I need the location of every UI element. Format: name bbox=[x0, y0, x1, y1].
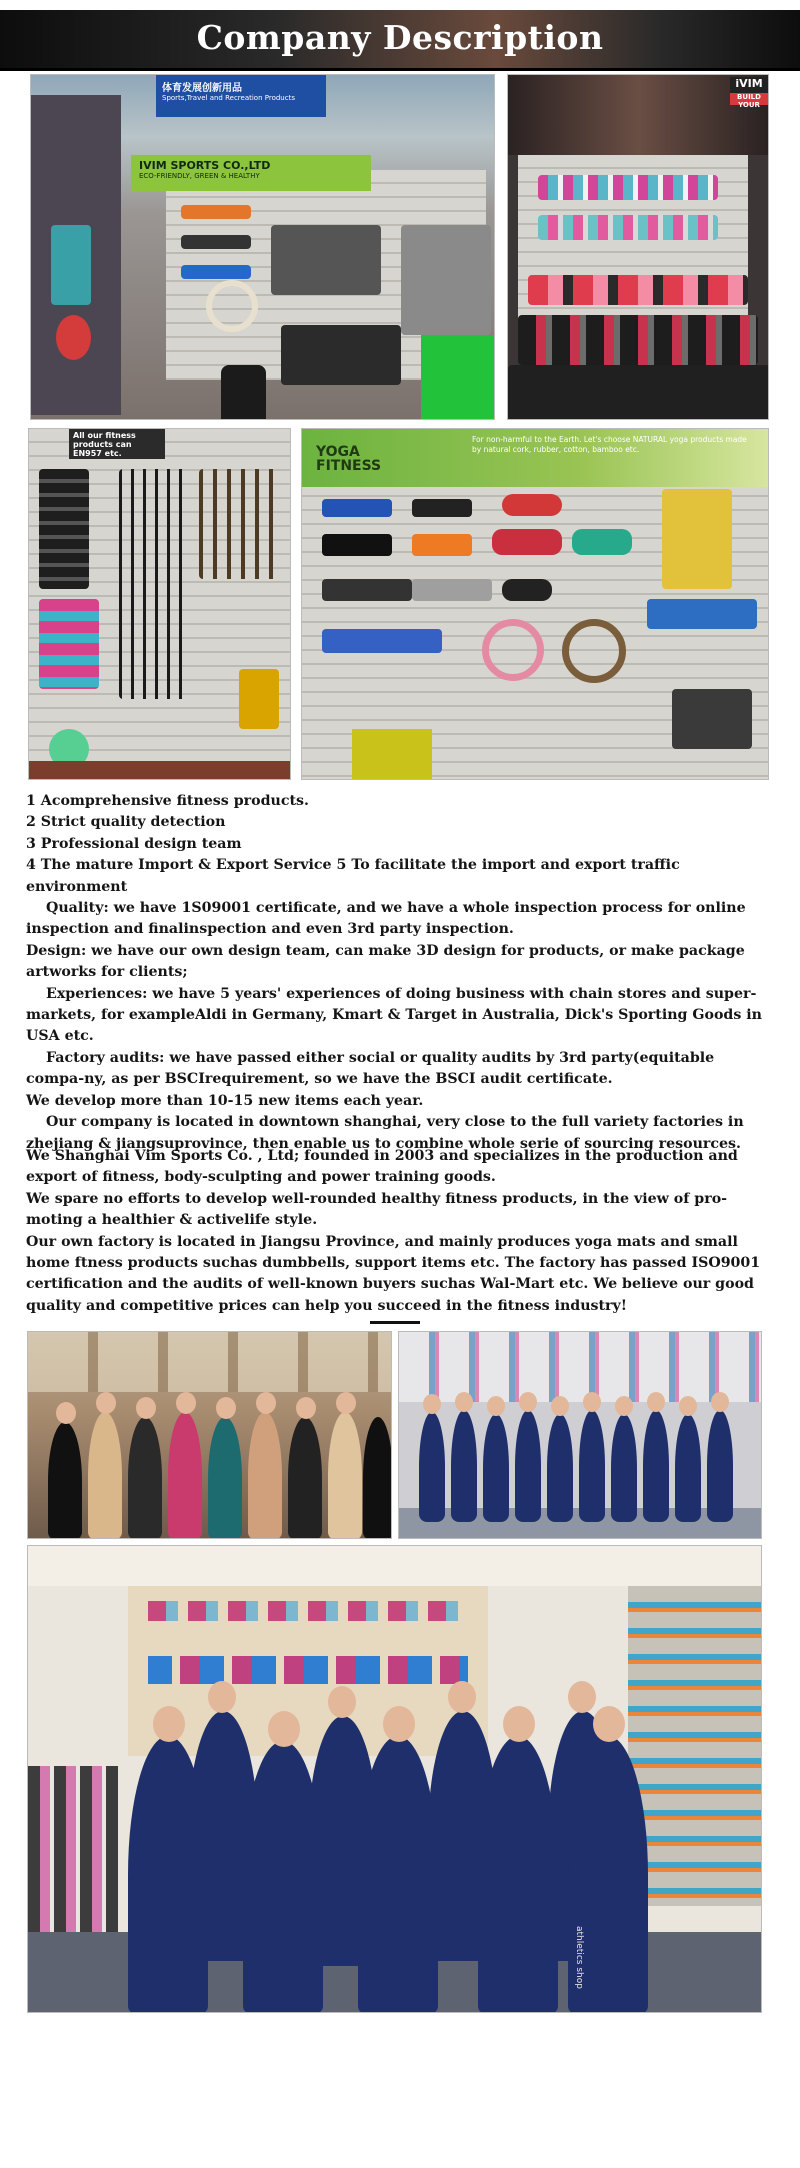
wall-sign: All our fitness products can EN957 etc. bbox=[69, 429, 165, 459]
wall-photo-left bbox=[28, 428, 291, 780]
booth-banner-title: IVIM SPORTS CO.,LTD bbox=[139, 159, 271, 172]
about-paragraph: Our own factory is located in Jiangsu Province, and mainly produces yoga mats and small home ftness products suchas dumbbells, support items etc. The factory has passed ISO9001 certification and the audits of well-known buyers suchas Wal-Mart etc. We believe our good quality and competitive prices can help you succeed in the fitness industry! bbox=[26, 1233, 761, 1314]
team-photo-formal bbox=[27, 1331, 392, 1539]
booth-photo-left bbox=[30, 74, 495, 420]
experiences-paragraph: Experiences: we have 5 years' experiences of doing business with chain stores and super-markets, for exampleAldi in Germany, Kmart & Target in Australia, Dick's Sporting Goods in USA etc. bbox=[26, 985, 762, 1045]
team-photo-showroom bbox=[398, 1331, 762, 1539]
about-paragraph: We spare no efforts to develop well-rounded healthy fitness products, in the view of pro-moting a healthier & activelife style. bbox=[26, 1190, 728, 1229]
location-paragraph: Our company is located in downtown shanghai, very close to the full variety factories in zhejiang & jiangsuprovince, then enable us to combine whole serie of sourcing resources. bbox=[26, 1114, 744, 1152]
yoga-banner bbox=[302, 429, 769, 487]
build-sign: BUILD YOUR bbox=[730, 93, 768, 105]
feature-item: 3 Professional design team bbox=[26, 835, 242, 852]
feature-item: 2 Strict quality detection bbox=[26, 814, 226, 831]
feature-item: 1 Acomprehensive fitness products. bbox=[26, 793, 309, 809]
page-title: Company Description bbox=[196, 18, 604, 57]
brand-sign: iVIM bbox=[730, 77, 768, 93]
header-banner bbox=[0, 10, 800, 71]
booth-sign-en: Sports,Travel and Recreation Products bbox=[162, 94, 295, 102]
team-photo-large bbox=[27, 1545, 762, 2013]
section-divider bbox=[370, 1321, 420, 1324]
booth-sign bbox=[156, 75, 326, 117]
booth-banner-sub: ECO-FRIENDLY, GREEN & HEALTHY bbox=[139, 172, 260, 180]
booth-sign-cn: 体育发展创新用品 bbox=[162, 83, 242, 94]
booth-photo-right bbox=[507, 74, 769, 420]
feature-item: 4 The mature Import & Export Service 5 To facilitate the import and export traffic environment bbox=[26, 857, 680, 895]
new-items-paragraph: We develop more than 10-15 new items each year. bbox=[26, 1092, 424, 1109]
booth-banner bbox=[131, 155, 371, 191]
quality-paragraph: Quality: we have 1S09001 certificate, and we have a whole inspection process for online inspection and finalinspection and even 3rd party inspection. bbox=[26, 900, 746, 938]
yoga-banner-title: YOGA FITNESS bbox=[316, 444, 382, 474]
about-section bbox=[26, 1146, 766, 1317]
shirt-text: athletics shop bbox=[574, 1926, 584, 1989]
features-section bbox=[26, 791, 766, 1155]
about-paragraph: We Shanghai Vim Sports Co. , Ltd; founded in 2003 and specializes in the production and export of fitness, body-sculpting and power training goods. bbox=[26, 1148, 738, 1186]
design-paragraph: Design: we have our own design team, can make 3D design for products, or make package artworks for clients; bbox=[26, 942, 745, 981]
yoga-banner-tagline: For non-harmful to the Earth. Let's choose NATURAL yoga products made by natural cork, rubber, cotton, bamboo etc. bbox=[472, 435, 747, 454]
yoga-wall-photo bbox=[301, 428, 769, 780]
factory-audits-paragraph: Factory audits: we have passed either social or quality audits by 3rd party(equitable compa-ny, as per BSCIrequirement, so we have the BSCI audit certificate. bbox=[26, 1049, 715, 1088]
